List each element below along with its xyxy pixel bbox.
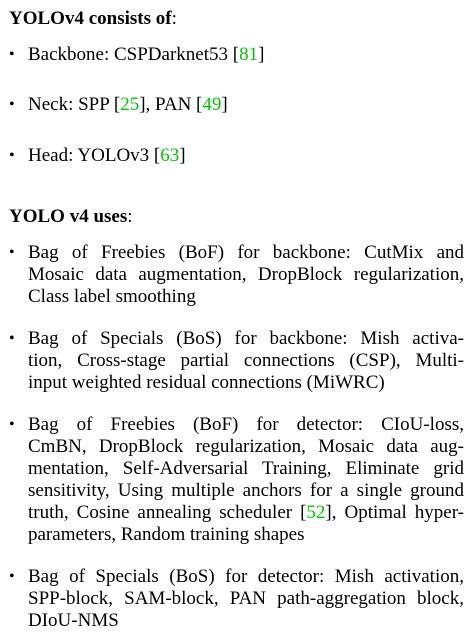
citation-link[interactable]: 25 xyxy=(120,94,140,115)
heading-colon: : xyxy=(171,8,177,29)
bullet-icon: • xyxy=(9,568,15,585)
bullet-icon: • xyxy=(9,330,15,347)
item-line: Bag of Specials (BoS) for backbone: Mish activa- xyxy=(28,328,464,349)
citation-link[interactable]: 52 xyxy=(306,502,326,523)
item-text: Neck: SPP [ xyxy=(28,94,121,115)
list-item-bof-detector xyxy=(9,414,464,546)
heading-bold: YOLOv4 consists of xyxy=(9,8,172,29)
citation-link[interactable]: 49 xyxy=(202,94,222,115)
item-line: tion, Cross-stage partial connections (CSP), Multi- xyxy=(28,350,464,371)
item-line: Bag of Freebies (BoF) for backbone: CutMix and xyxy=(28,242,464,263)
item-text: truth, Cosine annealing scheduler [ xyxy=(28,502,307,523)
item-line: input weighted residual connections (MiWRC) xyxy=(28,372,385,393)
item-text: Backbone: CSPDarknet53 [ xyxy=(28,44,240,65)
citation-link[interactable]: 63 xyxy=(160,145,180,166)
bullet-icon: • xyxy=(9,46,15,63)
item-line: Mosaic data augmentation, DropBlock regularization, xyxy=(28,264,464,285)
item-line: SPP-block, SAM-block, PAN path-aggregation block, xyxy=(28,588,464,609)
item-text-mid: ], PAN [ xyxy=(139,94,203,115)
item-line: mentation, Self-Adversarial Training, Eliminate grid xyxy=(28,458,464,479)
heading-colon: : xyxy=(127,206,133,227)
list-item-bos-detector xyxy=(9,566,464,632)
citation-link[interactable]: 81 xyxy=(239,44,259,65)
item-line: CmBN, DropBlock regularization, Mosaic data aug- xyxy=(28,436,464,457)
item-line: DIoU-NMS xyxy=(28,610,119,631)
bullet-icon: • xyxy=(9,416,15,433)
list-item-neck xyxy=(9,94,464,116)
item-text: Head: YOLOv3 [ xyxy=(28,145,161,166)
section-heading-consists xyxy=(9,8,177,30)
list-item-head xyxy=(9,145,464,167)
item-line: sensitivity, Using multiple anchors for a single ground xyxy=(28,480,464,501)
list-item-bof-backbone xyxy=(9,242,464,308)
bullet-icon: • xyxy=(9,96,15,113)
item-text-after: ] xyxy=(179,145,186,166)
section-heading-uses xyxy=(9,206,133,228)
list-item-bos-backbone xyxy=(9,328,464,394)
heading-bold: YOLO v4 uses xyxy=(9,206,128,227)
item-line: Bag of Freebies (BoF) for detector: CIoU-loss, xyxy=(28,414,464,435)
list-item-backbone xyxy=(9,44,464,66)
item-line-with-citation xyxy=(28,502,464,524)
item-text-after: ] xyxy=(258,44,265,65)
item-line: parameters, Random training shapes xyxy=(28,524,305,545)
item-text-after: ], Optimal hyper- xyxy=(325,502,464,523)
item-line: Class label smoothing xyxy=(28,286,196,307)
bullet-icon: • xyxy=(9,147,15,164)
bullet-icon: • xyxy=(9,244,15,261)
item-text-after: ] xyxy=(221,94,228,115)
item-line: Bag of Specials (BoS) for detector: Mish activation, xyxy=(28,566,464,587)
